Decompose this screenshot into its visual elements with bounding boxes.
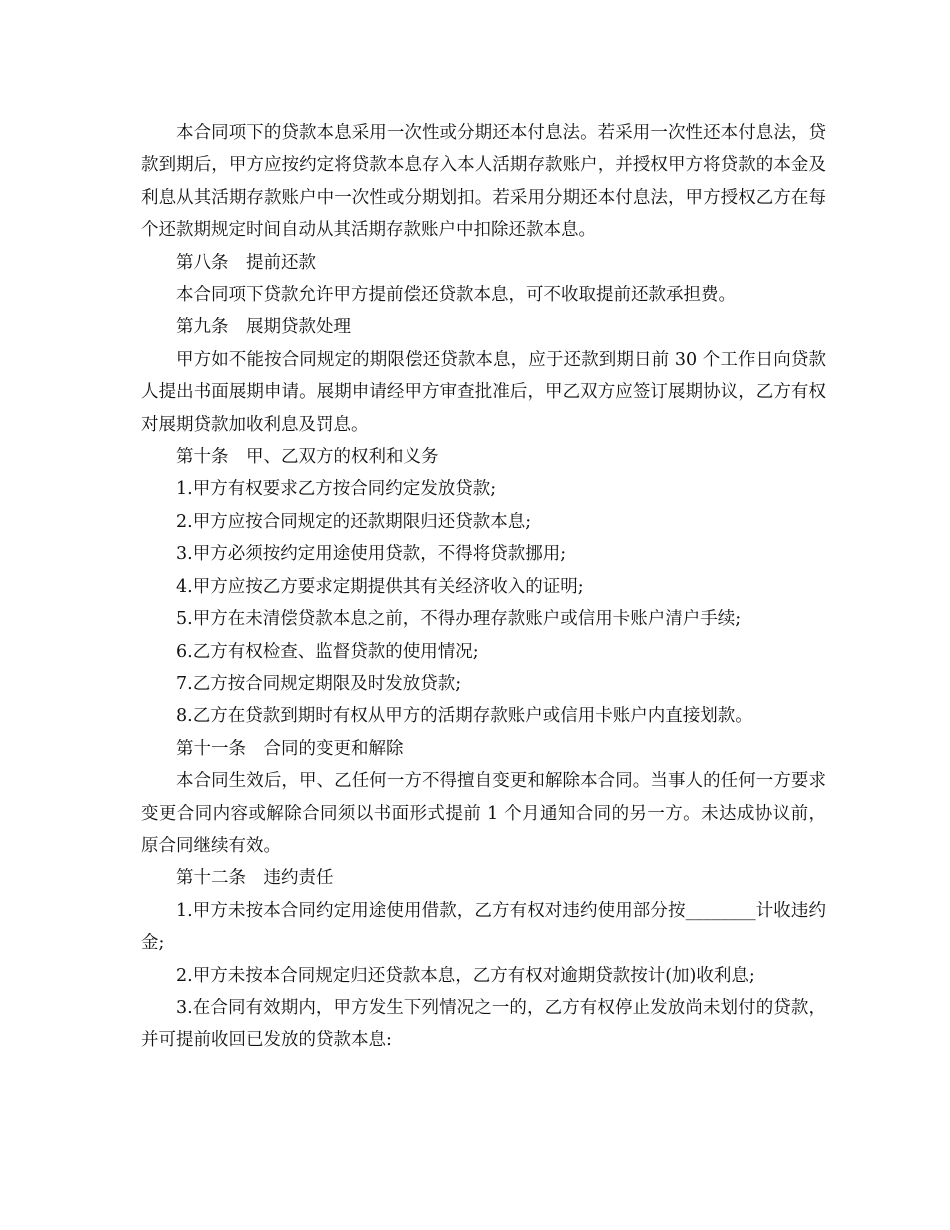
list-item: 1.甲方有权要求乙方按合同约定发放贷款; <box>176 479 497 500</box>
list-item: 5.甲方在未清偿贷款本息之前，不得办理存款账户或信用卡账户清户手续; <box>176 609 742 630</box>
heading-article-9: 第九条 展期贷款处理 <box>176 317 351 338</box>
heading-article-12: 第十二条 违约责任 <box>176 868 334 889</box>
list-item: 2.甲方应按合同规定的还款期限归还贷款本息; <box>176 511 532 532</box>
heading-article-11: 第十一条 合同的变更和解除 <box>176 738 404 759</box>
paragraph-repayment-method: 本合同项下的贷款本息采用一次性或分期还本付息法。若采用一次性还本付息法，贷款到期后，甲方应按约定将贷款本息存入本人活期存款账户，并授权甲方将贷款的本金及利息从其活期存款账户中一次性或分期划扣。若采用分期还本付息法，甲方授权乙方在每个还款期规定时间自动从其活期存款账户中扣除还款本息。 <box>141 123 826 241</box>
list-item: 3.在合同有效期内，甲方发生下列情况之一的，乙方有权停止发放尚未划付的贷款，并可提前收回已发放的贷款本息: <box>141 997 826 1051</box>
paragraph-article-9: 甲方如不能按合同规定的期限偿还贷款本息，应于还款到期日前 30 个工作日向贷款人提出书面展期申请。展期申请经甲方审查批准后，甲乙双方应签订展期协议，乙方有权对展期贷款加收利息及罚息。 <box>141 349 826 435</box>
list-item: 1.甲方未按本合同约定用途使用借款，乙方有权对违约使用部分按________计收违约金; <box>141 900 826 954</box>
heading-article-8: 第八条 提前还款 <box>176 252 316 273</box>
document-page <box>141 117 826 1057</box>
heading-article-10: 第十条 甲、乙双方的权利和义务 <box>176 447 439 468</box>
list-item: 6.乙方有权检查、监督贷款的使用情况; <box>176 641 479 662</box>
list-item: 2.甲方未按本合同规定归还贷款本息，乙方有权对逾期贷款按计(加)收利息; <box>176 965 755 986</box>
paragraph-article-8: 本合同项下贷款允许甲方提前偿还贷款本息，可不收取提前还款承担费。 <box>176 285 736 306</box>
list-item: 3.甲方必须按约定用途使用贷款，不得将贷款挪用; <box>176 544 567 565</box>
list-item: 8.乙方在贷款到期时有权从甲方的活期存款账户或信用卡账户内直接划款。 <box>176 706 753 727</box>
list-item: 4.甲方应按乙方要求定期提供其有关经济收入的证明; <box>176 576 584 597</box>
list-item: 7.乙方按合同规定期限及时发放贷款; <box>176 673 462 694</box>
paragraph-article-11: 本合同生效后，甲、乙任何一方不得擅自变更和解除本合同。当事人的任何一方要求变更合同内容或解除合同须以书面形式提前 1 个月通知合同的另一方。未达成协议前，原合同继续有效。 <box>141 771 826 856</box>
